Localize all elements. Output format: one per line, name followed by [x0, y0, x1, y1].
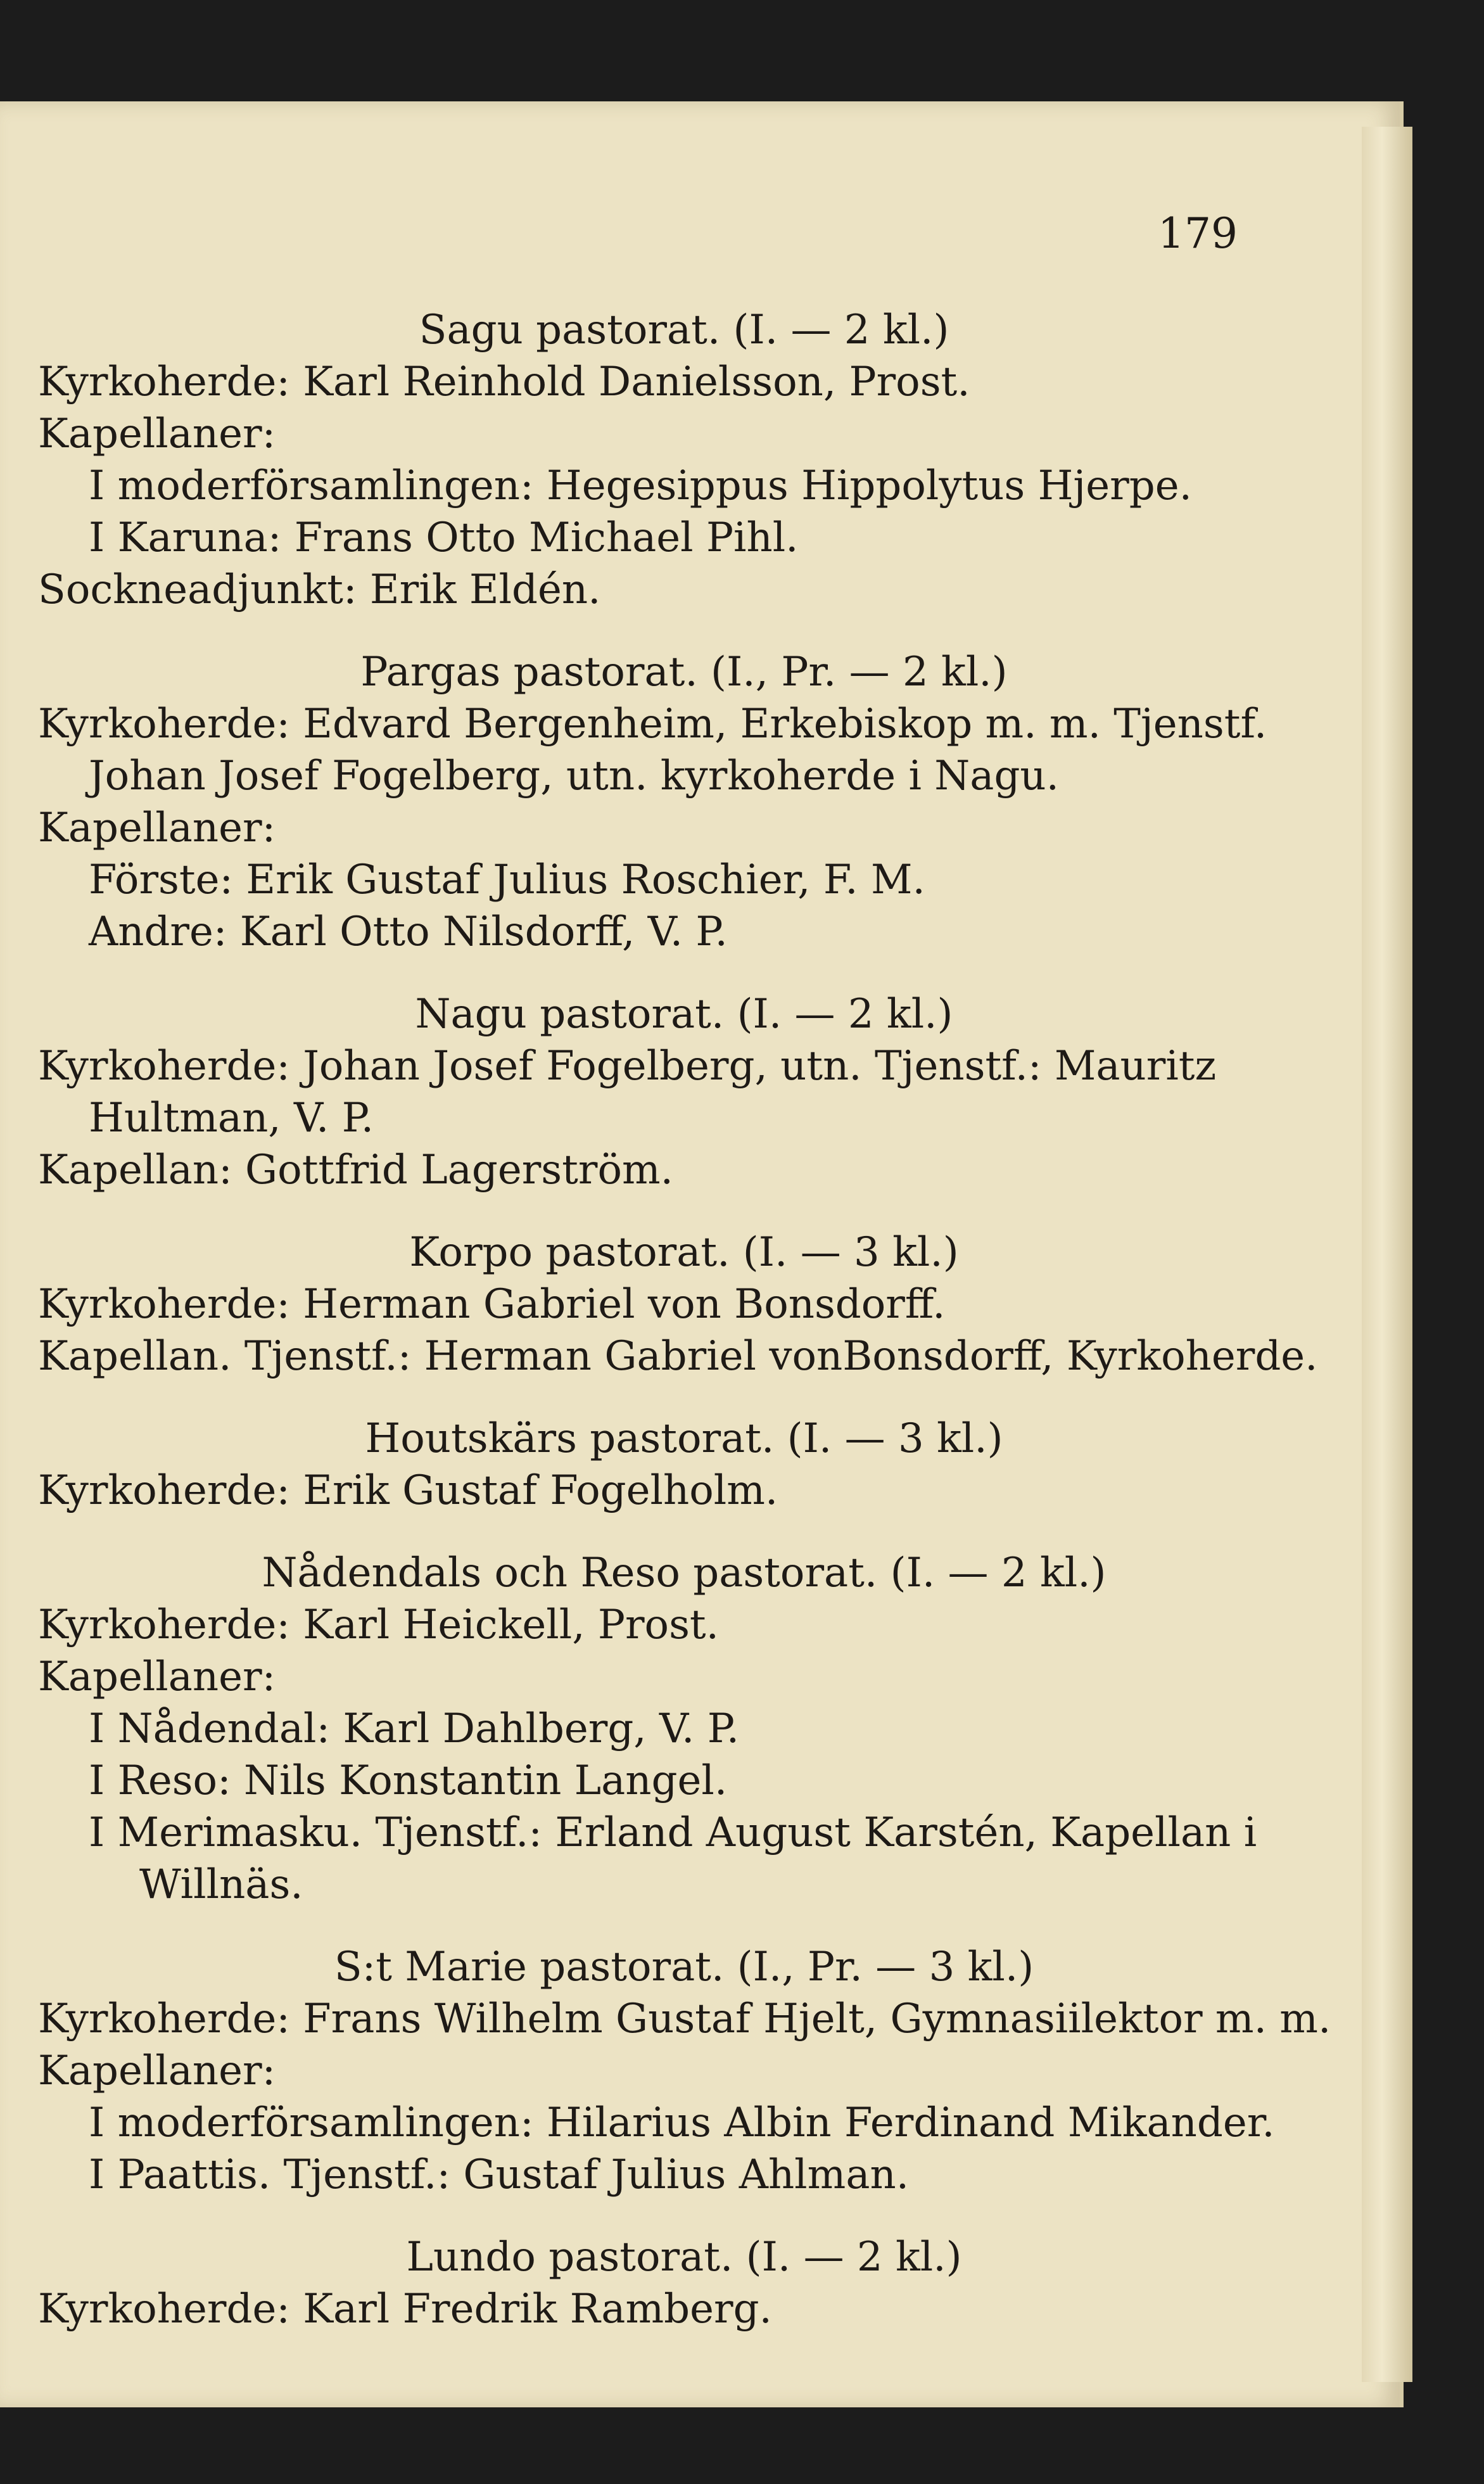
section-st-marie [38, 1941, 1330, 2201]
text-line: I Nådendal: Karl Dahlberg, V. P. [89, 1705, 740, 1752]
section-title: Lundo pastorat. (I. — 2 kl.) [406, 2234, 962, 2281]
section-houtskars [38, 1413, 1330, 1517]
section-title: Pargas pastorat. (I., Pr. — 2 kl.) [360, 649, 1008, 696]
text-line: Kyrkoherde: Herman Gabriel von Bonsdorff. [38, 1281, 946, 1328]
text-line: I Karuna: Frans Otto Michael Pihl. [89, 514, 799, 561]
text-line: Kyrkoherde: Johan Josef Fogelberg, utn. Tjenstf.: Mauritz [38, 1043, 1217, 1090]
section-title: Sagu pastorat. (I. — 2 kl.) [419, 307, 949, 353]
text-line: Kapellan: Gottfrid Lagerström. [38, 1147, 673, 1194]
text-line: Kapellaner: [38, 805, 276, 851]
section-pargas [38, 646, 1330, 958]
page-number: 179 [1158, 209, 1238, 258]
text-line: Kyrkoherde: Karl Fredrik Ramberg. [38, 2286, 772, 2333]
page-edge [1362, 127, 1412, 2382]
section-title: Houtskärs pastorat. (I. — 3 kl.) [365, 1415, 1003, 1462]
text-line: Kapellaner: [38, 411, 276, 457]
text-line: Kapellaner: [38, 2048, 276, 2094]
text-line: I Reso: Nils Konstantin Langel. [89, 1757, 728, 1804]
text-line: I moderförsamlingen: Hilarius Albin Ferdinand Mikander. [89, 2099, 1275, 2146]
text-line: Johan Josef Fogelberg, utn. kyrkoherde i Nagu. [89, 753, 1059, 799]
text-line: Sockneadjunkt: Erik Eldén. [38, 566, 601, 613]
text-line: Kyrkoherde: Karl Heickell, Prost. [38, 1602, 719, 1648]
text-line: Kapellaner: [38, 1653, 276, 1700]
text-line: Kyrkoherde: Karl Reinhold Danielsson, Prost. [38, 359, 970, 405]
section-lundo [38, 2231, 1330, 2335]
text-line: Förste: Erik Gustaf Julius Roschier, F. M. [89, 857, 925, 903]
text-line: Hultman, V. P. [89, 1095, 374, 1142]
section-title: S:t Marie pastorat. (I., Pr. — 3 kl.) [334, 1944, 1034, 1990]
text-line: Kapellan. Tjenstf.: Herman Gabriel vonBonsdorff, Kyrkoherde. [38, 1333, 1318, 1380]
text-line: I moderförsamlingen: Hegesippus Hippolytus Hjerpe. [89, 462, 1192, 509]
text-line: Kyrkoherde: Erik Gustaf Fogelholm. [38, 1467, 778, 1514]
section-nadendal-reso [38, 1547, 1330, 1911]
section-nagu [38, 988, 1330, 1196]
text-line: I Merimasku. Tjenstf.: Erland August Karstén, Kapellan i [89, 1809, 1257, 1856]
text-line: I Paattis. Tjenstf.: Gustaf Julius Ahlman. [89, 2151, 910, 2198]
section-title: Nagu pastorat. (I. — 2 kl.) [415, 991, 953, 1038]
text-line: Kyrkoherde: Edvard Bergenheim, Erkebiskop m. m. Tjenstf. [38, 701, 1267, 748]
section-korpo [38, 1226, 1330, 1382]
section-title: Nådendals och Reso pastorat. (I. — 2 kl.) [262, 1550, 1107, 1596]
section-title: Korpo pastorat. (I. — 3 kl.) [409, 1229, 959, 1276]
text-line: Andre: Karl Otto Nilsdorff, V. P. [89, 908, 728, 955]
text-line: Kyrkoherde: Frans Wilhelm Gustaf Hjelt, Gymnasiilektor m. m. [38, 1996, 1331, 2042]
section-sagu [38, 304, 1330, 616]
page-text [38, 101, 1330, 2335]
text-line: Willnäs. [139, 1861, 303, 1908]
